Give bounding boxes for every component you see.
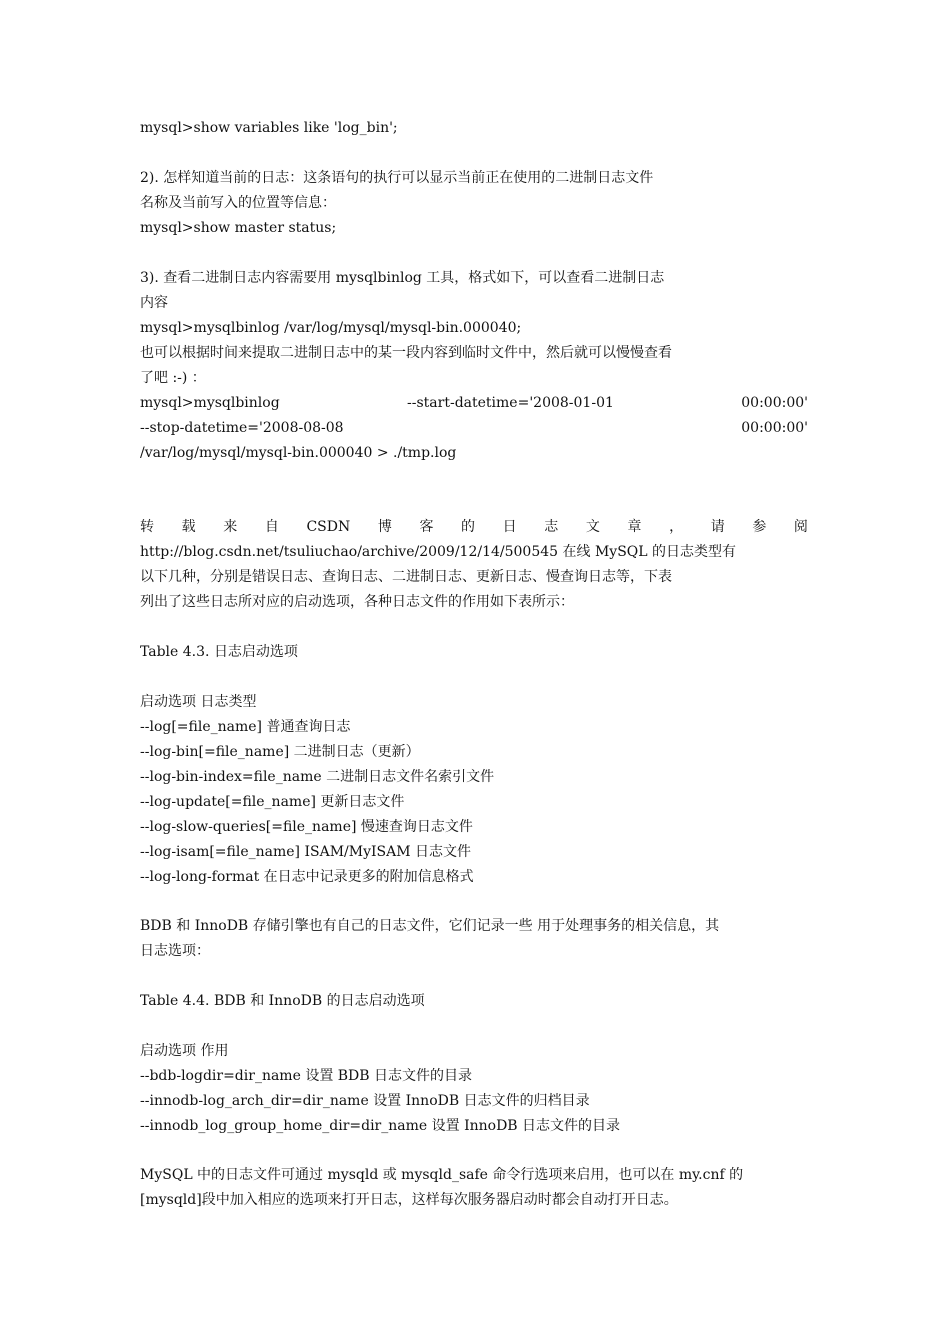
source-word: 参 [752, 519, 767, 535]
table-row: --innodb_log_group_home_dir=dir_name 设置 InnoDB 日志文件的目录 [140, 1118, 621, 1134]
table-row: --innodb-log_arch_dir=dir_name 设置 InnoDB 日志文件的归档目录 [140, 1093, 590, 1109]
text-line: [mysqld]段中加入相应的选项来打开日志，这样每次服务器启动时都会自动打开日志。 [140, 1192, 678, 1208]
text-line: 以下几种，分别是错误日志、查询日志、二进制日志、更新日志、慢查询日志等，下表 [140, 569, 672, 585]
source-word: 载 [181, 519, 196, 535]
text-line: mysql>show master status; [140, 220, 337, 236]
source-word: 客 [419, 519, 434, 535]
text-line: http://blog.csdn.net/tsuliuchao/archive/2009/12/14/500545 在线 MySQL 的日志类型有 [140, 544, 737, 560]
table-row: --log-bin-index=file_name 二进制日志文件名索引文件 [140, 769, 495, 785]
source-word: 自 [264, 519, 279, 535]
source-word: 文 [585, 519, 600, 535]
source-attribution-line [140, 518, 808, 536]
source-word: CSDN [306, 519, 351, 535]
table-row: --log-isam[=file_name] ISAM/MyISAM 日志文件 [140, 844, 472, 860]
source-word: 博 [377, 519, 392, 535]
table-caption: Table 4.4. BDB 和 InnoDB 的日志启动选项 [140, 993, 425, 1009]
datetime-command-line [140, 394, 808, 412]
table-row: --bdb-logdir=dir_name 设置 BDB 日志文件的目录 [140, 1068, 473, 1084]
source-word: 志 [544, 519, 559, 535]
table-row: --log-bin[=file_name] 二进制日志（更新） [140, 744, 420, 760]
text-line: 3). 查看二进制日志内容需要用 mysqlbinlog 工具，格式如下，可以查看二进制日志 [140, 270, 665, 286]
table-header: 启动选项 作用 [140, 1043, 229, 1059]
table-row: --log[=file_name] 普通查询日志 [140, 719, 351, 735]
source-word: 来 [223, 519, 238, 535]
text-line: BDB 和 InnoDB 存储引擎也有自己的日志文件，它们记录一些 用于处理事务的相关信息，其 [140, 918, 720, 934]
command-part: --stop-datetime='2008-08-08 [140, 420, 344, 436]
source-word: 章 [627, 519, 642, 535]
text-line: 名称及当前写入的位置等信息： [140, 195, 336, 211]
text-line: 也可以根据时间来提取二进制日志中的某一段内容到临时文件中，然后就可以慢慢查看 [140, 345, 672, 361]
table-header: 启动选项 日志类型 [140, 694, 257, 710]
table-row: --log-update[=file_name] 更新日志文件 [140, 794, 405, 810]
command-part: 00:00:00' [741, 420, 808, 436]
table-caption: Table 4.3. 日志启动选项 [140, 644, 298, 660]
text-line: mysql>show variables like 'log_bin'; [140, 120, 398, 136]
command-part: --start-datetime='2008-01-01 [407, 395, 614, 411]
text-line: 列出了这些日志所对应的启动选项，各种日志文件的作用如下表所示： [140, 594, 574, 610]
text-line: 了吧 :-) ： [140, 370, 206, 386]
text-line: mysql>mysqlbinlog /var/log/mysql/mysql-bin.000040; [140, 320, 522, 336]
source-word: ， [669, 519, 684, 535]
source-word: 的 [461, 519, 476, 535]
text-line: /var/log/mysql/mysql-bin.000040 > ./tmp.log [140, 445, 457, 461]
source-word: 请 [710, 519, 725, 535]
command-part: mysql>mysqlbinlog [140, 395, 280, 411]
datetime-command-line [140, 419, 808, 437]
table-row: --log-slow-queries[=file_name] 慢速查询日志文件 [140, 819, 473, 835]
text-line: MySQL 中的日志文件可通过 mysqld 或 mysqld_safe 命令行选项来启用，也可以在 my.cnf 的 [140, 1167, 744, 1183]
source-word: 日 [502, 519, 517, 535]
text-line: 2). 怎样知道当前的日志：这条语句的执行可以显示当前正在使用的二进制日志文件 [140, 170, 654, 186]
command-part: 00:00:00' [741, 395, 808, 411]
source-word: 转 [140, 519, 154, 535]
source-word: 阅 [793, 519, 808, 535]
text-line: 日志选项： [140, 943, 210, 959]
text-line: 内容 [140, 295, 168, 311]
table-row: --log-long-format 在日志中记录更多的附加信息格式 [140, 869, 474, 885]
